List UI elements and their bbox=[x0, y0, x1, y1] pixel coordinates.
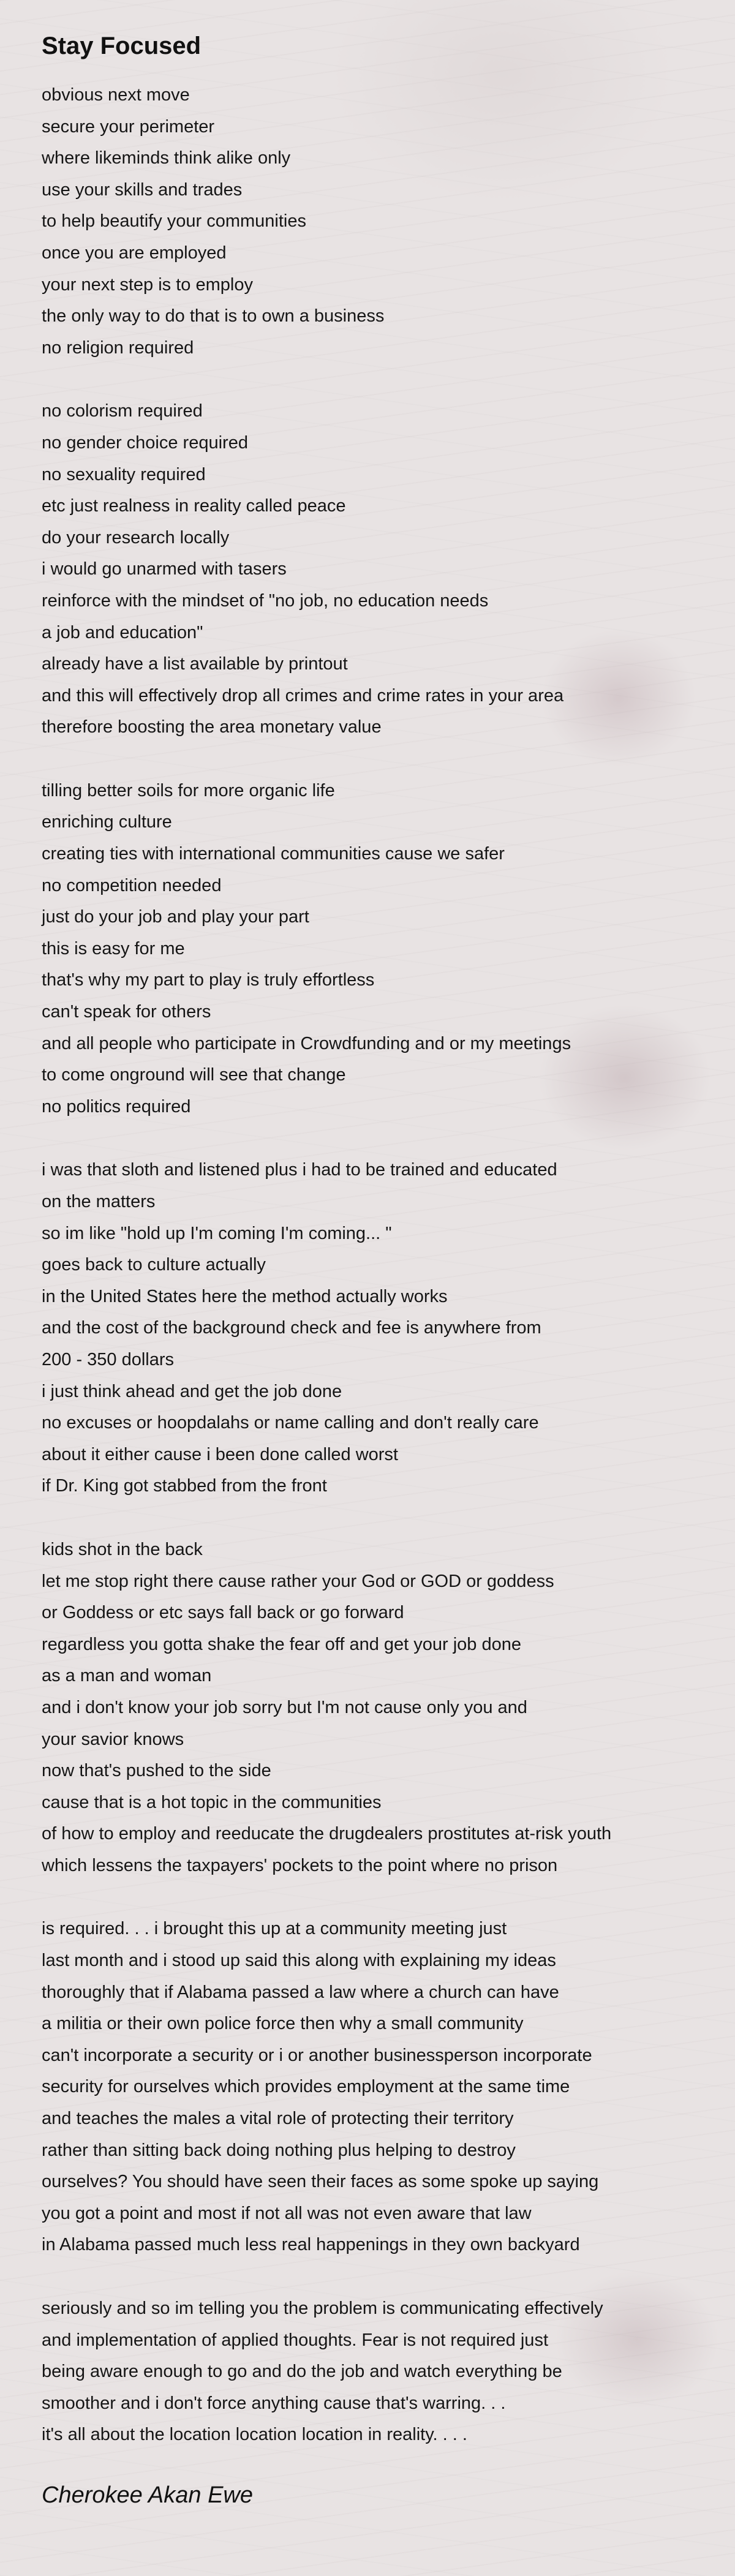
poem-line: security for ourselves which provides employment at the same time bbox=[42, 2077, 570, 2097]
poem-line: kids shot in the back bbox=[42, 1539, 203, 1559]
poem-line: in Alabama passed much less real happenings in they own backyard bbox=[42, 2235, 580, 2255]
poem-line: a job and education" bbox=[42, 622, 203, 642]
poem-line: and all people who participate in Crowdfunding and or my meetings bbox=[42, 1033, 571, 1053]
poem-line: obvious next move bbox=[42, 85, 190, 105]
poem-line: thoroughly that if Alabama passed a law where a church can have bbox=[42, 1982, 559, 2002]
poem-line: and i don't know your job sorry but I'm not cause only you and bbox=[42, 1697, 527, 1717]
poem-body bbox=[42, 80, 722, 2451]
poem-line: and the cost of the background check and fee is anywhere from bbox=[42, 1318, 541, 1338]
poem-stanza bbox=[42, 80, 722, 364]
poem-line: i just think ahead and get the job done bbox=[42, 1381, 342, 1401]
poem-line: enriching culture bbox=[42, 812, 172, 832]
poem-line: let me stop right there cause rather your God or GOD or goddess bbox=[42, 1571, 554, 1591]
poem-line: no colorism required bbox=[42, 401, 203, 421]
poem-line: is required. . . i brought this up at a community meeting just bbox=[42, 1919, 507, 1939]
poem-line: the only way to do that is to own a business bbox=[42, 306, 385, 326]
poem-stanza bbox=[42, 396, 722, 744]
poem-author[interactable]: Cherokee Akan Ewe bbox=[42, 2482, 254, 2508]
poem-line: your next step is to employ bbox=[42, 274, 253, 295]
poem-stanza bbox=[42, 2293, 722, 2451]
poem-line: being aware enough to go and do the job and watch everything be bbox=[42, 2362, 562, 2382]
poem-line: goes back to culture actually bbox=[42, 1255, 266, 1275]
poem-line: it's all about the location location location in reality. . . . bbox=[42, 2425, 467, 2445]
poem-line: once you are employed bbox=[42, 243, 227, 263]
poem-line: already have a list available by printout bbox=[42, 654, 348, 674]
poem-line: i would go unarmed with tasers bbox=[42, 559, 287, 579]
poem-line: this is easy for me bbox=[42, 938, 185, 958]
poem-line: just do your job and play your part bbox=[42, 907, 309, 927]
poem-line: 200 - 350 dollars bbox=[42, 1349, 175, 1369]
poem-container bbox=[42, 24, 722, 2514]
poem-line: a militia or their own police force then why a small community bbox=[42, 2014, 524, 2034]
poem-line: do your research locally bbox=[42, 527, 230, 548]
poem-line: no competition needed bbox=[42, 875, 222, 895]
poem-line: and implementation of applied thoughts. Fear is not required just bbox=[42, 2330, 548, 2350]
poem-stanza bbox=[42, 775, 722, 1123]
poem-line: can't speak for others bbox=[42, 1002, 211, 1022]
poem-line: where likeminds think alike only bbox=[42, 148, 291, 168]
poem-line: no sexuality required bbox=[42, 464, 206, 484]
poem-line: in the United States here the method actually works bbox=[42, 1286, 448, 1306]
poem-line: creating ties with international communities cause we safer bbox=[42, 844, 505, 864]
poem-line: smoother and i don't force anything cause that's warring. . . bbox=[42, 2393, 506, 2413]
poem-line: tilling better soils for more organic life bbox=[42, 780, 335, 800]
poem-stanza bbox=[42, 1154, 722, 1502]
poem-line: ourselves? You should have seen their faces as some spoke up saying bbox=[42, 2172, 599, 2192]
poem-line: or Goddess or etc says fall back or go forward bbox=[42, 1603, 404, 1623]
poem-line: secure your perimeter bbox=[42, 116, 215, 137]
poem-title: Stay Focused bbox=[42, 32, 202, 59]
poem-line: your savior knows bbox=[42, 1729, 184, 1749]
poem-line: regardless you gotta shake the fear off and get your job done bbox=[42, 1634, 521, 1654]
poem-line: rather than sitting back doing nothing plus helping to destroy bbox=[42, 2140, 516, 2160]
poem-line: no religion required bbox=[42, 337, 194, 358]
poem-line: on the matters bbox=[42, 1192, 156, 1211]
poem-line: i was that sloth and listened plus i had to be trained and educated bbox=[42, 1160, 557, 1180]
poem-line: as a man and woman bbox=[42, 1666, 212, 1686]
poem-line: to come onground will see that change bbox=[42, 1065, 346, 1085]
poem-line: and this will effectively drop all crimes and crime rates in your area bbox=[42, 685, 564, 706]
poem-line: reinforce with the mindset of "no job, no education needs bbox=[42, 590, 489, 611]
poem-line: that's why my part to play is truly effortless bbox=[42, 970, 375, 990]
poem-line: of how to employ and reeducate the drugdealers prostitutes at-risk youth bbox=[42, 1824, 612, 1844]
poem-line: no politics required bbox=[42, 1096, 191, 1117]
poem-line: now that's pushed to the side bbox=[42, 1761, 271, 1781]
poem-line: can't incorporate a security or i or another businessperson incorporate bbox=[42, 2045, 592, 2065]
poem-stanza bbox=[42, 1913, 722, 2261]
poem-line: so im like "hold up I'm coming I'm coming... " bbox=[42, 1223, 392, 1243]
poem-line: use your skills and trades bbox=[42, 179, 243, 200]
poem-line: no excuses or hoopdalahs or name calling and don't really care bbox=[42, 1413, 539, 1433]
poem-line: about it either cause i been done called worst bbox=[42, 1444, 398, 1464]
poem-line: to help beautify your communities bbox=[42, 211, 306, 232]
poem-line: and teaches the males a vital role of protecting their territory bbox=[42, 2109, 514, 2129]
poem-line: seriously and so im telling you the problem is communicating effectively bbox=[42, 2299, 603, 2318]
poem-line: you got a point and most if not all was not even aware that law bbox=[42, 2203, 532, 2223]
poem-line: last month and i stood up said this along with explaining my ideas bbox=[42, 1951, 556, 1971]
poem-line: if Dr. King got stabbed from the front bbox=[42, 1476, 327, 1496]
poem-line: cause that is a hot topic in the communities bbox=[42, 1792, 382, 1812]
poem-line: therefore boosting the area monetary value bbox=[42, 717, 382, 737]
poem-line: no gender choice required bbox=[42, 432, 248, 453]
poem-stanza bbox=[42, 1534, 722, 1882]
poem-line: etc just realness in reality called peace bbox=[42, 496, 346, 516]
poem-line: which lessens the taxpayers' pockets to the point where no prison bbox=[42, 1855, 558, 1875]
